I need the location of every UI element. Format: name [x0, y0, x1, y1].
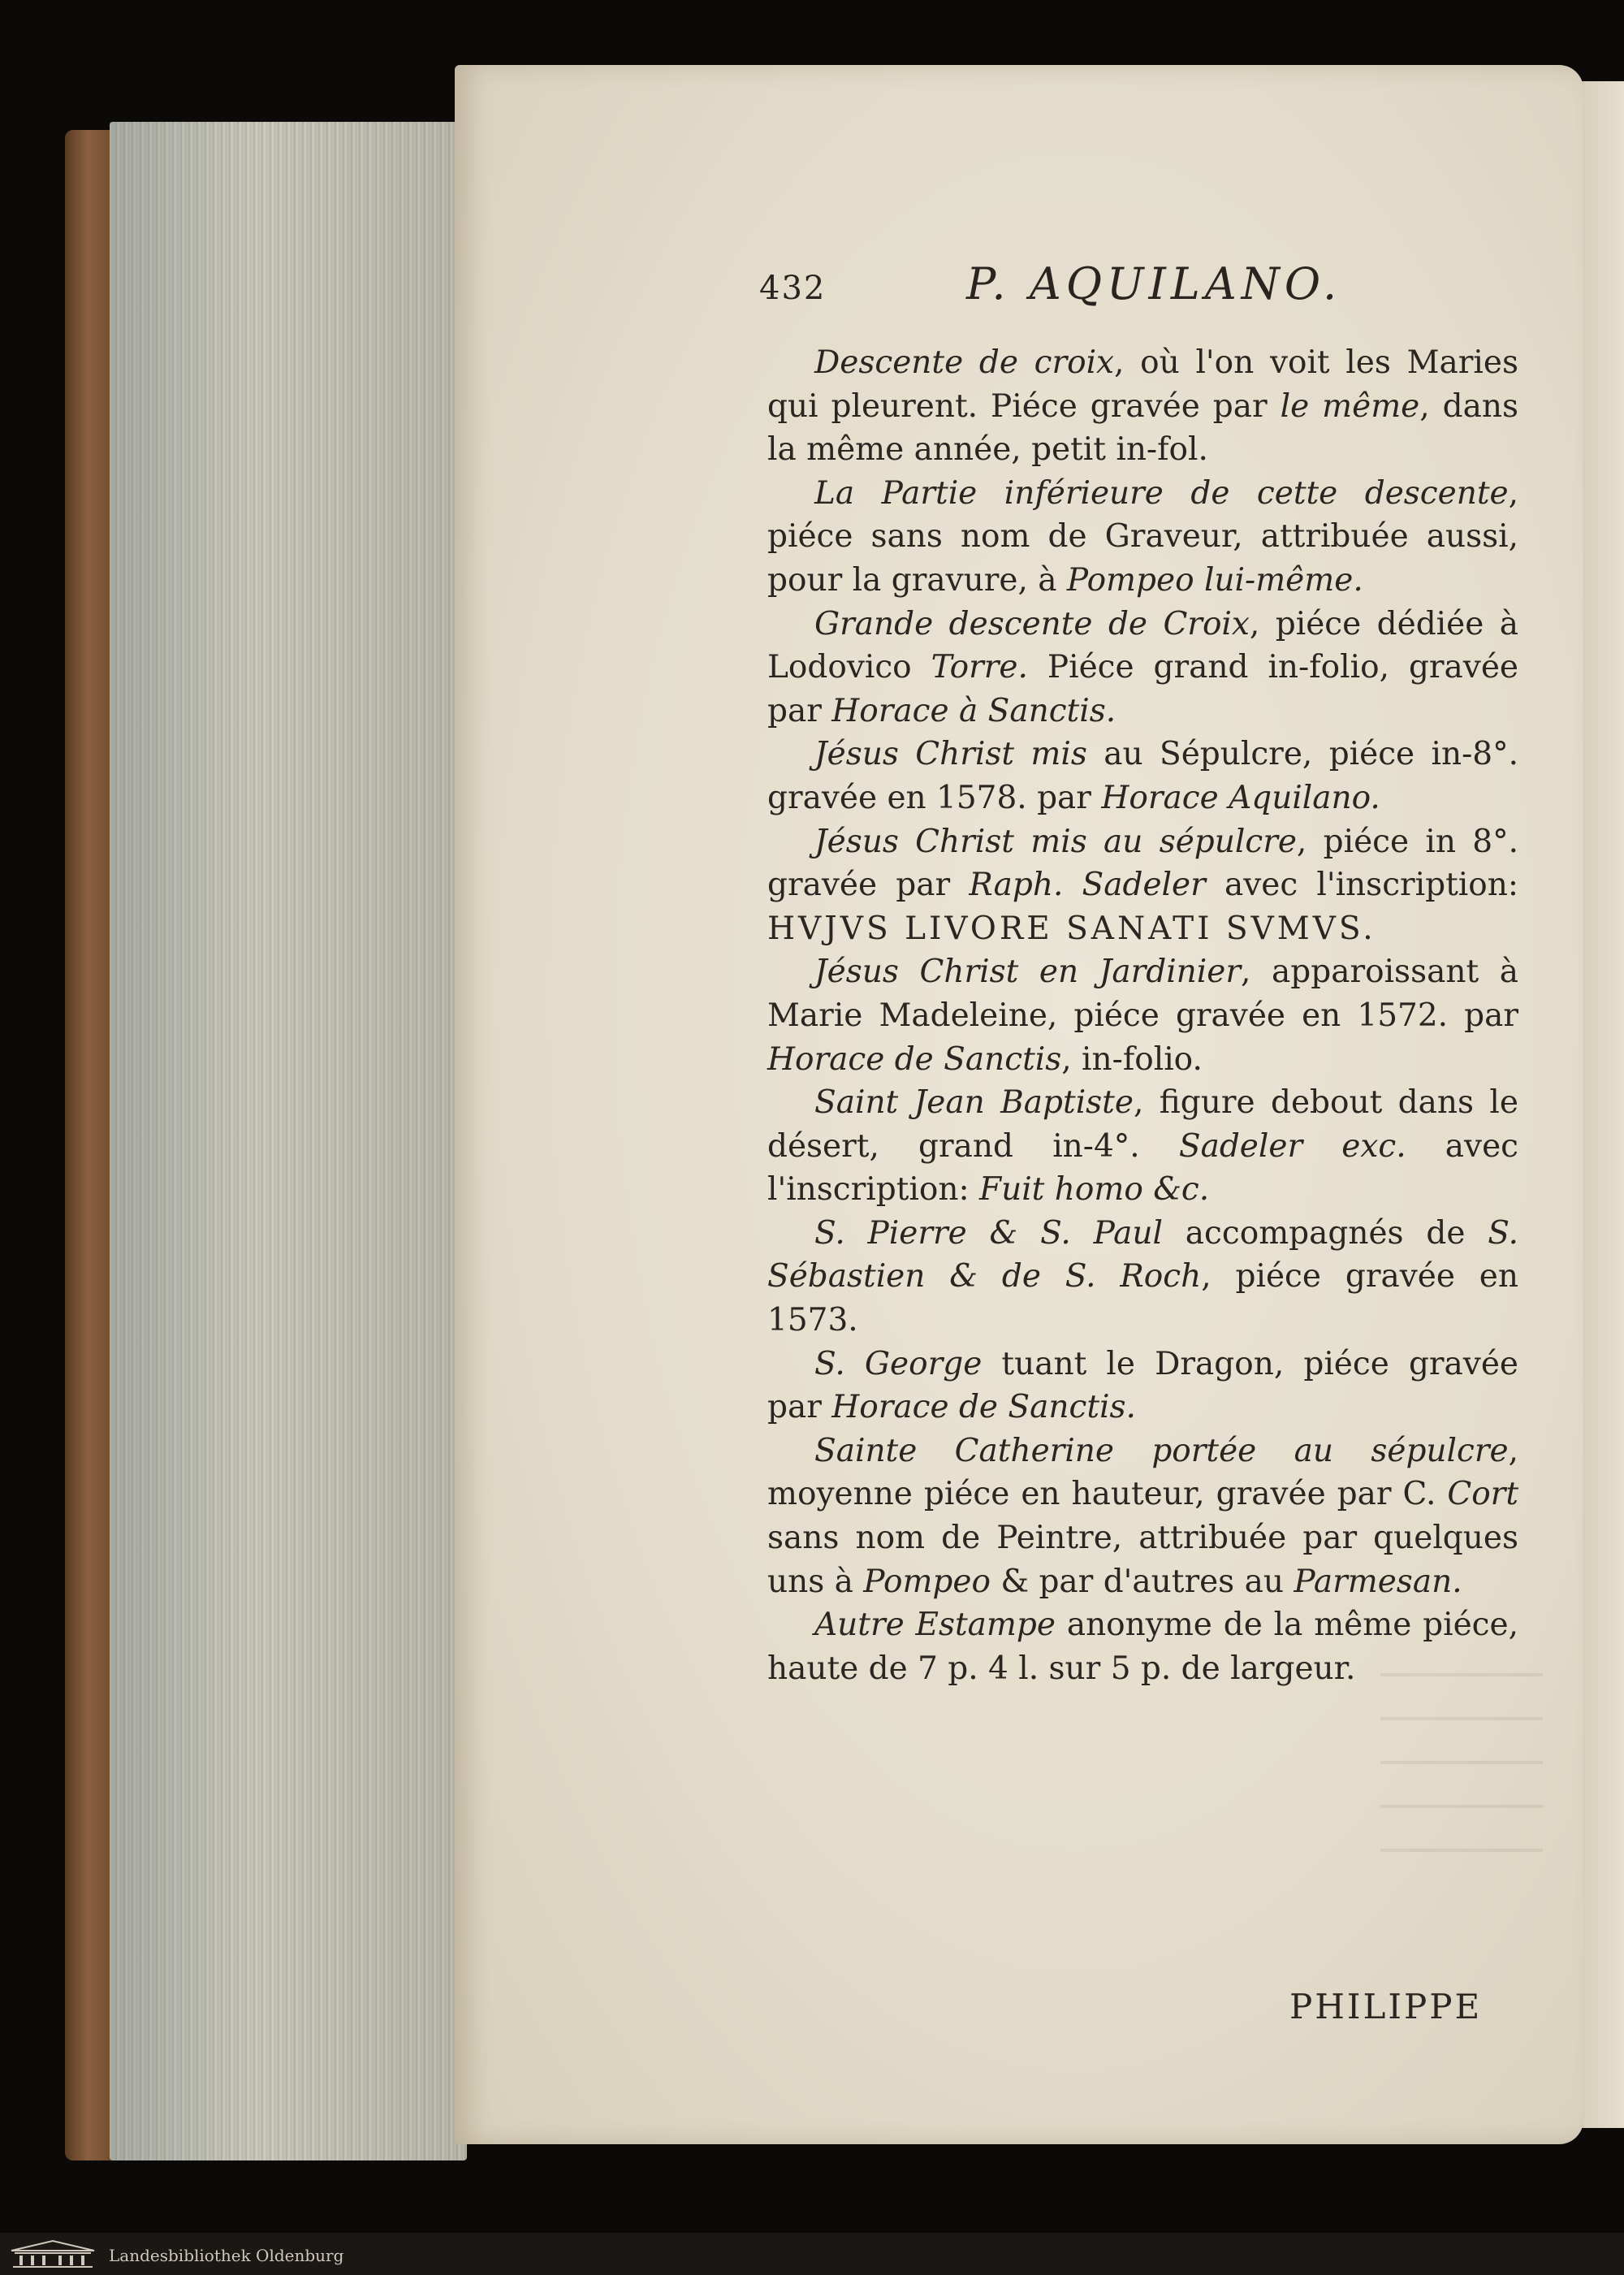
italic-run: S. George	[814, 1345, 983, 1382]
italic-run: Autre Estampe	[814, 1607, 1056, 1644]
entry-paragraph	[767, 1429, 1518, 1603]
text-run: , piéce in 8°. gravée par	[767, 823, 1518, 904]
page-body-text	[767, 341, 1518, 1690]
italic-run: Raph. Sadeler	[969, 867, 1206, 904]
italic-run: le même	[1280, 387, 1420, 425]
text-run: , dans la même année, petit in-fol.	[767, 387, 1518, 469]
italic-run: S. Sébastien & de S. Roch	[767, 1214, 1518, 1295]
italic-run: Saint Jean Baptiste	[814, 1084, 1134, 1122]
text-run: & par d'autres au	[990, 1563, 1294, 1600]
text-run: avec l'inscription:	[767, 1127, 1519, 1209]
entry-paragraph	[767, 733, 1518, 820]
italic-run: Parmesan.	[1294, 1563, 1462, 1600]
entry-paragraph	[767, 603, 1518, 733]
library-building-icon	[8, 2239, 97, 2269]
text-run: tuant le Dragon, piéce gravée par	[767, 1345, 1518, 1426]
show-through-text	[1380, 1673, 1543, 1852]
italic-run: Grande descente de Croix	[814, 605, 1250, 642]
entry-paragraph	[767, 950, 1518, 1081]
page-number: 432	[759, 270, 827, 307]
text-run: , où l'on voit les Maries qui pleurent. Piéce gravée par	[767, 344, 1518, 425]
italic-run: Horace de Sanctis.	[831, 1389, 1136, 1426]
italic-run: Jésus Christ en Jardinier	[814, 954, 1241, 991]
library-banner	[0, 2233, 1624, 2275]
text-run: , piéce gravée en 1573.	[767, 1258, 1519, 1339]
page-block-shade	[110, 122, 467, 2160]
italic-run: Sadeler exc.	[1178, 1127, 1406, 1165]
italic-run: Descente de croix	[814, 344, 1115, 381]
text-run: , apparoissant à Marie Madeleine, piéce gravée en 1572. par	[767, 954, 1519, 1034]
entry-paragraph	[767, 472, 1518, 603]
italic-run: Horace à Sanctis.	[831, 692, 1116, 729]
italic-run: Torre.	[931, 649, 1028, 686]
italic-run: S. Pierre & S. Paul	[814, 1214, 1163, 1252]
italic-run: Pompeo lui-même.	[1066, 561, 1363, 599]
catchword: PHILIPPE	[1289, 1987, 1483, 2026]
italic-run: Cort	[1447, 1476, 1518, 1513]
italic-run: Horace de Sanctis	[767, 1040, 1062, 1078]
text-run: au Sépulcre, piéce in-8°. gravée en 1578. par	[767, 736, 1518, 816]
entry-paragraph	[767, 341, 1518, 472]
italic-run: Pompeo	[863, 1563, 991, 1600]
text-run: Piéce grand in-folio, gravée par	[767, 649, 1518, 729]
text-run: sans nom de Peintre, attribuée par quelques uns à	[767, 1520, 1518, 1600]
running-head: P. AQUILANO.	[966, 258, 1342, 309]
text-run: , figure debout dans le désert, grand in-4°.	[767, 1084, 1518, 1165]
entry-paragraph	[767, 820, 1518, 951]
text-run: anonyme de la même piéce, haute de 7 p. 4 l. sur 5 p. de largeur.	[767, 1607, 1518, 1687]
italic-run: Jésus Christ mis au sépulcre	[814, 823, 1297, 860]
entry-paragraph	[767, 1212, 1518, 1343]
text-run: , piéce dédiée à Lodovico	[767, 605, 1518, 686]
text-run: , moyenne piéce en hauteur, gravée par C.	[767, 1432, 1518, 1513]
text-run: , piéce sans nom de Graveur, attribuée aussi, pour la gravure, à	[767, 474, 1518, 599]
italic-run: La Partie inférieure de cette descente	[814, 474, 1509, 512]
entry-paragraph	[767, 1081, 1518, 1212]
italic-run: Fuit homo &c.	[979, 1171, 1210, 1209]
library-name: Landesbibliothek Oldenburg	[109, 2246, 344, 2265]
italic-run: Sainte Catherine portée au sépulcre	[814, 1432, 1509, 1469]
text-run: , in-folio.	[1061, 1040, 1203, 1078]
text-run: accompagnés de	[1162, 1214, 1488, 1252]
entry-paragraph	[767, 1343, 1518, 1429]
text-run: HVJVS LIVORE SANATI SVMVS.	[767, 910, 1376, 947]
italic-run: Jésus Christ mis	[814, 736, 1087, 773]
text-run: avec l'inscription:	[1205, 867, 1518, 904]
italic-run: Horace Aquilano.	[1101, 779, 1380, 816]
